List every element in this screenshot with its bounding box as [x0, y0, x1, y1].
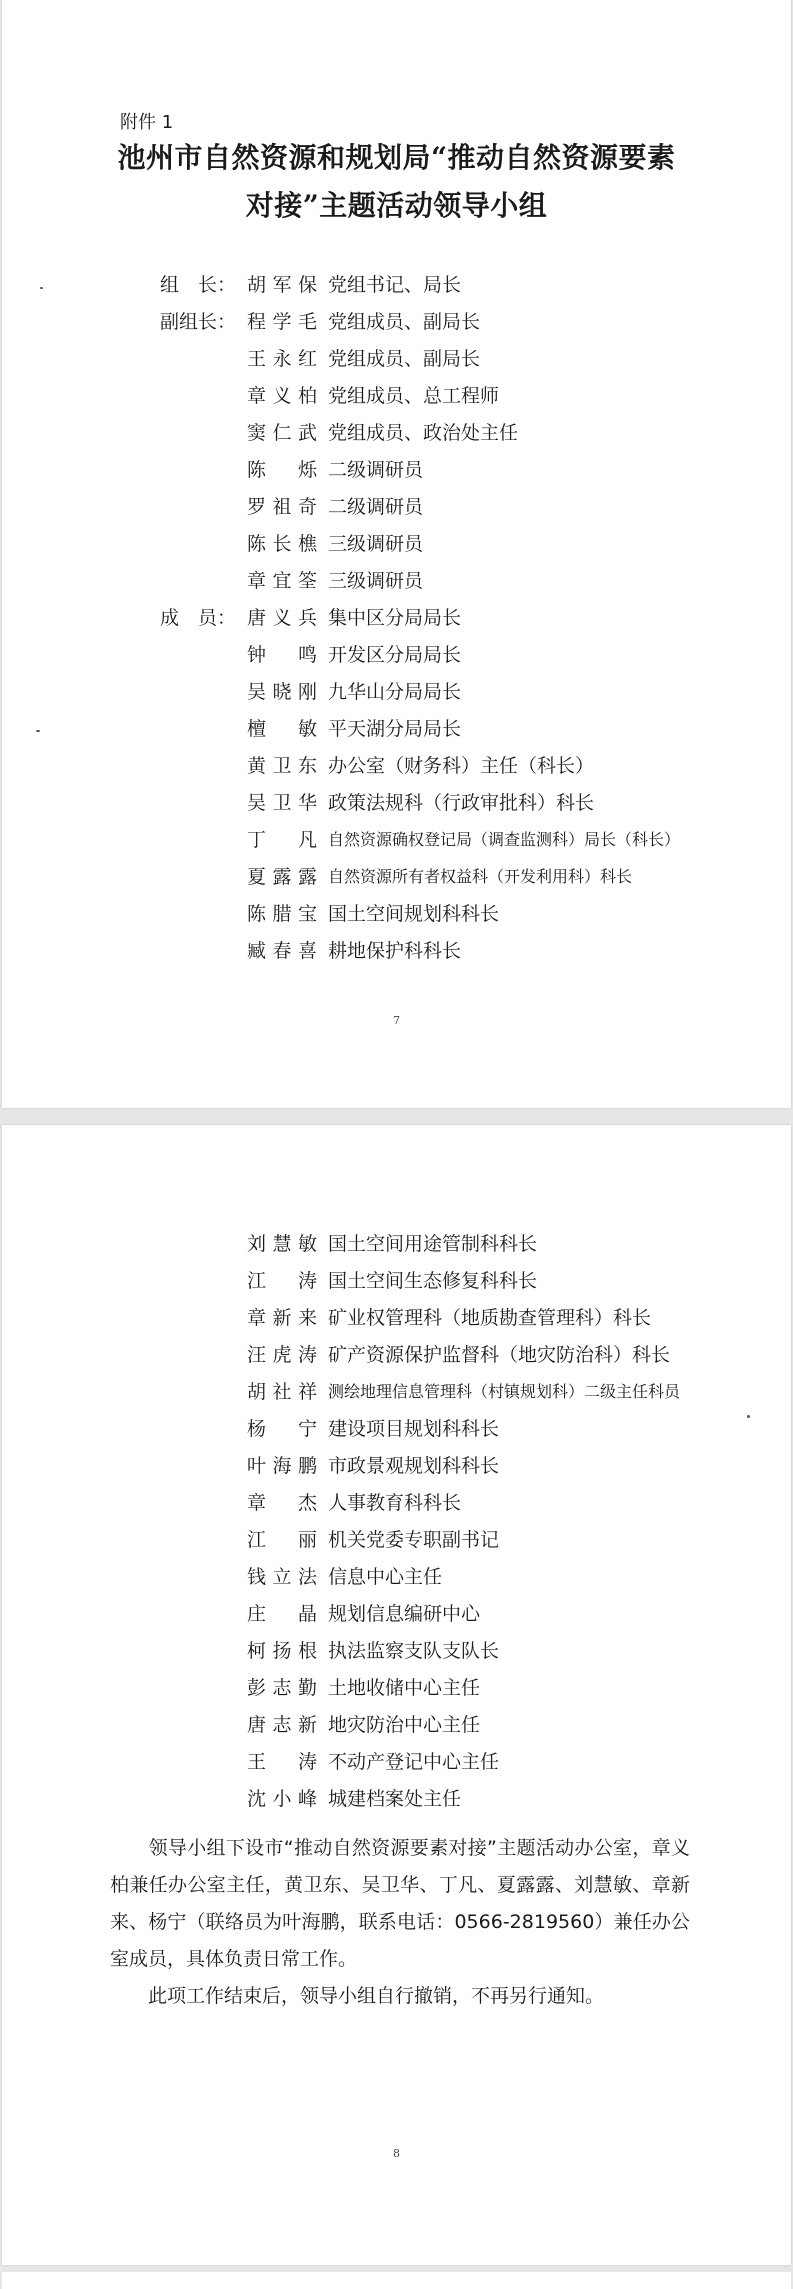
member-name: 陈长樵 — [247, 533, 317, 555]
member-row — [160, 825, 760, 855]
member-row — [160, 1451, 760, 1481]
member-name: 胡军保 — [247, 274, 317, 296]
member-row — [160, 1562, 760, 1592]
member-position: 党组成员、副局长 — [328, 348, 481, 370]
member-row — [160, 492, 760, 522]
member-row — [160, 1414, 760, 1444]
member-position: 办公室（财务科）主任（科长） — [328, 755, 595, 777]
member-name: 檀敏 — [247, 718, 317, 740]
member-name: 钟鸣 — [247, 644, 317, 666]
member-row — [160, 936, 760, 966]
member-position: 国土空间用途管制科科长 — [328, 1233, 538, 1255]
member-row — [160, 1784, 760, 1814]
office-arrangement-paragraph: 领导小组下设市“推动自然资源要素对接”主题活动办公室，章义柏兼任办公室主任，黄卫东、吴卫华、丁凡、夏露露、刘慧敏、章新来、杨宁（联络员为叶海鹏，联系电话：0566-2819560）兼任办公室成员，具体负责日常工作。 — [110, 1837, 690, 1970]
member-name: 臧春喜 — [247, 940, 317, 962]
member-name: 江涛 — [247, 1270, 317, 1292]
member-row — [160, 1229, 760, 1259]
member-row — [160, 529, 760, 559]
member-role: 组 长： — [160, 274, 237, 296]
member-row — [160, 1340, 760, 1370]
member-row — [160, 1377, 760, 1407]
member-position: 城建档案处主任 — [328, 1788, 462, 1810]
member-name: 杨宁 — [247, 1418, 317, 1440]
member-row — [160, 1303, 760, 1333]
member-position: 市政景观规划科科长 — [328, 1455, 500, 1477]
member-position: 信息中心主任 — [328, 1566, 443, 1588]
member-name: 罗祖奇 — [247, 496, 317, 518]
member-position: 地灾防治中心主任 — [328, 1714, 481, 1736]
member-position: 党组成员、总工程师 — [328, 385, 500, 407]
member-position: 国土空间生态修复科科长 — [328, 1270, 538, 1292]
member-name: 程学毛 — [247, 311, 317, 333]
member-position: 党组成员、政治处主任 — [328, 422, 519, 444]
document-title-line-1: 池州市自然资源和规划局“推动自然资源要素 — [117, 141, 676, 174]
member-role: 副组长： — [160, 311, 237, 333]
scan-speck — [40, 287, 43, 289]
scan-speck — [36, 730, 40, 732]
member-row — [160, 1525, 760, 1555]
member-position: 开发区分局局长 — [328, 644, 462, 666]
member-row — [160, 1266, 760, 1296]
member-name: 吴卫华 — [247, 792, 317, 814]
member-position: 测绘地理信息管理科（村镇规划科）二级主任科员 — [328, 1382, 681, 1401]
member-row — [160, 862, 760, 892]
member-row — [160, 1599, 760, 1629]
member-position: 不动产登记中心主任 — [328, 1751, 500, 1773]
member-position: 规划信息编研中心 — [328, 1603, 481, 1625]
member-row — [160, 899, 760, 929]
document-page-1 — [2, 0, 791, 1108]
member-row — [160, 455, 760, 485]
member-name: 江丽 — [247, 1529, 317, 1551]
document-page-3-edge — [2, 2272, 791, 2289]
member-name: 章新来 — [247, 1307, 317, 1329]
member-position: 土地收储中心主任 — [328, 1677, 481, 1699]
document-title-line-2: 对接”主题活动领导小组 — [245, 189, 548, 222]
member-position: 集中区分局局长 — [328, 607, 462, 629]
member-name: 庄晶 — [247, 1603, 317, 1625]
member-name: 章杰 — [247, 1492, 317, 1514]
member-position: 九华山分局局长 — [328, 681, 462, 703]
member-name: 刘慧敏 — [247, 1233, 317, 1255]
member-row — [160, 677, 760, 707]
member-position: 人事教育科科长 — [328, 1492, 462, 1514]
member-name: 吴晓刚 — [247, 681, 317, 703]
page-number: 7 — [393, 1014, 400, 1027]
member-position: 矿产资源保护监督科（地灾防治科）科长 — [328, 1344, 671, 1366]
member-row — [160, 640, 760, 670]
member-name: 柯扬根 — [247, 1640, 317, 1662]
member-name: 叶海鹏 — [247, 1455, 317, 1477]
member-row — [160, 788, 760, 818]
member-position: 三级调研员 — [328, 570, 424, 592]
closing-paragraph: 此项工作结束后，领导小组自行撤销，不再另行通知。 — [110, 1985, 605, 2007]
member-row — [160, 1488, 760, 1518]
member-position: 耕地保护科科长 — [328, 940, 462, 962]
member-position: 自然资源确权登记局（调查监测科）局长（科长） — [328, 830, 681, 849]
member-name: 王涛 — [247, 1751, 317, 1773]
member-row — [160, 1710, 760, 1740]
member-position: 自然资源所有者权益科（开发利用科）科长 — [328, 867, 633, 886]
member-name: 钱立法 — [247, 1566, 317, 1588]
attachment-label: 附件 1 — [120, 112, 174, 133]
member-name: 陈腊宝 — [247, 903, 317, 925]
member-row — [160, 344, 760, 374]
member-row — [160, 1673, 760, 1703]
member-name: 沈小峰 — [247, 1788, 317, 1810]
member-name: 陈烁 — [247, 459, 317, 481]
member-position: 党组书记、局长 — [328, 274, 462, 296]
member-row — [160, 270, 760, 300]
member-position: 矿业权管理科（地质勘查管理科）科长 — [328, 1307, 652, 1329]
member-position: 二级调研员 — [328, 459, 424, 481]
member-name: 汪虎涛 — [247, 1344, 317, 1366]
member-row — [160, 603, 760, 633]
member-position: 平天湖分局局长 — [328, 718, 462, 740]
member-row — [160, 418, 760, 448]
member-position: 党组成员、副局长 — [328, 311, 481, 333]
member-name: 丁凡 — [247, 829, 317, 851]
member-row — [160, 566, 760, 596]
member-row — [160, 1747, 760, 1777]
member-name: 王永红 — [247, 348, 317, 370]
member-row — [160, 1636, 760, 1666]
member-row — [160, 381, 760, 411]
page-number: 8 — [393, 2147, 400, 2160]
member-name: 夏露露 — [247, 866, 317, 888]
member-name: 窦仁武 — [247, 422, 317, 444]
member-position: 政策法规科（行政审批科）科长 — [328, 792, 595, 814]
scan-speck — [747, 1415, 750, 1418]
member-name: 胡社祥 — [247, 1381, 317, 1403]
member-role: 成 员： — [160, 607, 237, 629]
member-name: 彭志勤 — [247, 1677, 317, 1699]
member-name: 黄卫东 — [247, 755, 317, 777]
member-name: 唐志新 — [247, 1714, 317, 1736]
member-row — [160, 751, 760, 781]
member-position: 二级调研员 — [328, 496, 424, 518]
document-page-2 — [2, 1125, 791, 2265]
member-name: 章义柏 — [247, 385, 317, 407]
member-name: 章宜筌 — [247, 570, 317, 592]
member-position: 建设项目规划科科长 — [328, 1418, 500, 1440]
member-position: 三级调研员 — [328, 533, 424, 555]
member-row — [160, 307, 760, 337]
member-name: 唐义兵 — [247, 607, 317, 629]
member-row — [160, 714, 760, 744]
member-position: 国土空间规划科科长 — [328, 903, 500, 925]
member-position: 执法监察支队支队长 — [328, 1640, 500, 1662]
member-position: 机关党委专职副书记 — [328, 1529, 500, 1551]
